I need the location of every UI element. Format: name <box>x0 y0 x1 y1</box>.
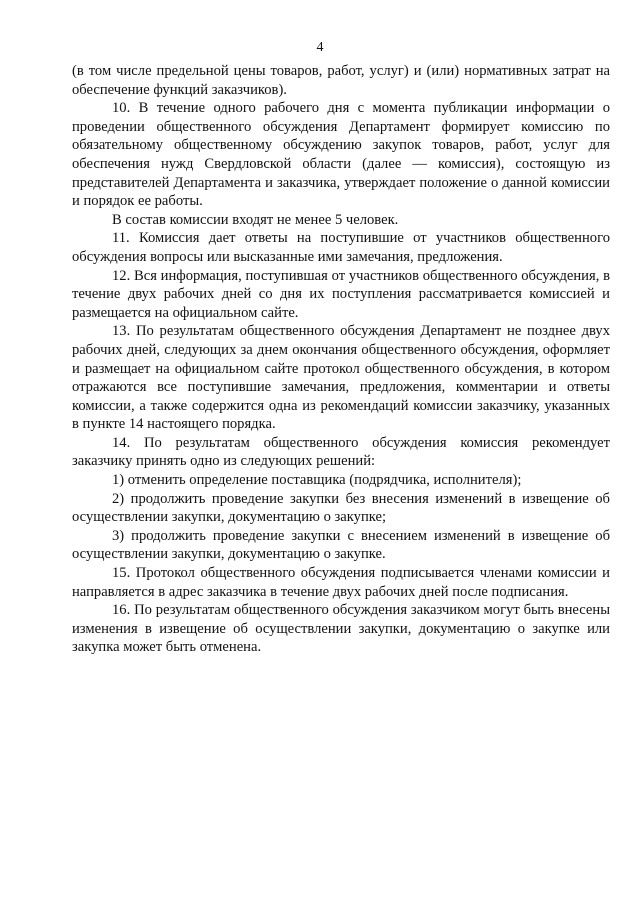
paragraph-14: 14. По результатам общественного обсуждения комиссия рекомендует заказчику принять одно из следующих решений: <box>72 434 610 470</box>
paragraph-12: 12. Вся информация, поступившая от участников общественного обсуждения, в течение двух рабочих дней со дня их поступления рассматривается комиссией и размещается на официальном сайте. <box>72 267 610 321</box>
list-item-3: 3) продолжить проведение закупки с внесением изменений в извещение об осуществлении закупки, документацию о закупке. <box>72 527 610 563</box>
list-item-1: 1) отменить определение поставщика (подрядчика, исполнителя); <box>112 472 522 489</box>
list-item-2: 2) продолжить проведение закупки без внесения изменений в извещение об осуществлении закупки, документацию о закупке; <box>72 490 610 526</box>
paragraph-11: 11. Комиссия дает ответы на поступившие от участников общественного обсуждения вопросы или высказанные ими замечания, предложения. <box>72 230 610 265</box>
document-body <box>72 62 610 657</box>
page-number: 4 <box>316 40 324 55</box>
paragraph-10: 10. В течение одного рабочего дня с момента публикации информации о проведении общественного обсуждения Департамент формирует комиссию по обязательному общественному обсуждению закупок товаров, работ, услуг для обеспечения нужд Свердловской области (далее — комиссия), состоящую из представителей Департамента и заказчика, утверждает положение о данной комиссии и порядок ее работы. <box>72 100 610 210</box>
paragraph-commission-size: В состав комиссии входят не менее 5 человек. <box>112 211 399 228</box>
paragraph-13: 13. По результатам общественного обсуждения Департамент не позднее двух рабочих дней, следующих за днем окончания общественного обсуждения, оформляет и размещает на официальном сайте протокол общественного обсуждения, в котором отражаются все поступившие замечания, предложения, комментарии и ответы комиссии, а также содержится одна из рекомендаций комиссии заказчику, указанных в пункте 14 настоящего порядка. <box>72 323 610 433</box>
paragraph-continuation: (в том числе предельной цены товаров, работ, услуг) и (или) нормативных затрат на обеспечение функций заказчиков). <box>72 63 610 98</box>
paragraph-15: 15. Протокол общественного обсуждения подписывается членами комиссии и направляется в адрес заказчика в течение двух рабочих дней после подписания. <box>72 565 610 600</box>
paragraph-16: 16. По результатам общественного обсуждения заказчиком могут быть внесены изменения в извещение об осуществлении закупки, документацию о закупке или закупка может быть отменена. <box>72 602 610 656</box>
